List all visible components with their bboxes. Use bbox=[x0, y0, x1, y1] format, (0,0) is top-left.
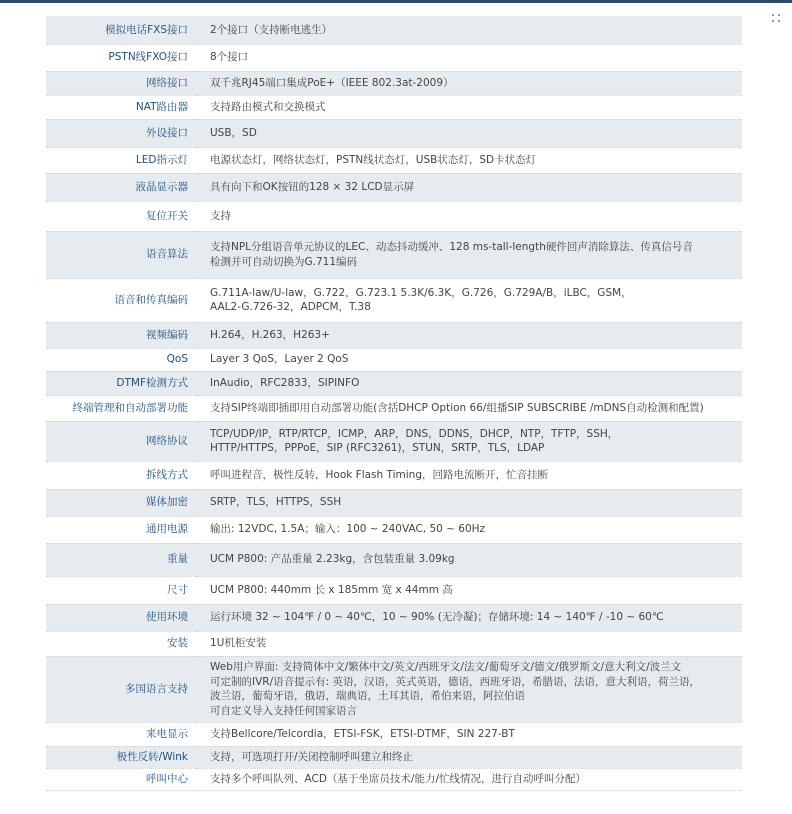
spec-label: 来电显示 bbox=[146, 727, 188, 740]
spec-label: 模拟电话FXS接口 bbox=[46, 16, 196, 44]
spec-label: LED指示灯 bbox=[135, 153, 188, 166]
spec-row bbox=[46, 371, 742, 395]
spec-row bbox=[46, 71, 742, 95]
spec-row bbox=[46, 421, 742, 461]
spec-row bbox=[46, 489, 742, 516]
spec-row bbox=[46, 631, 742, 656]
spec-label: 液晶显示器 bbox=[46, 173, 196, 201]
spec-label: 终端管理和自动部署功能 bbox=[72, 401, 188, 414]
spec-label: 语音算法 bbox=[46, 231, 196, 278]
spec-row bbox=[46, 746, 742, 768]
spec-row bbox=[46, 173, 742, 201]
spec-row bbox=[46, 768, 742, 790]
spec-value: 输出: 12VDC, 1.5A；输入：100 ~ 240VAC, 50 ~ 60Hz bbox=[210, 523, 486, 536]
spec-row bbox=[46, 201, 742, 231]
spec-label: 使用环境 bbox=[46, 604, 196, 631]
spec-value: TCP/UDP/IP，RTP/RTCP，ICMP，ARP，DNS，DDNS，DHCP，NTP，TFTP，SSH， HTTP/HTTPS，PPPoE，SIP (RFC3261)，STUN，SRTP，TLS，LDAP bbox=[196, 421, 742, 461]
spec-value: 支持 bbox=[210, 209, 231, 222]
spec-label: 呼叫中心 bbox=[146, 772, 188, 785]
spec-row bbox=[46, 576, 742, 604]
spec-label: 语音和传真编码 bbox=[114, 293, 188, 306]
spec-value: Layer 3 QoS，Layer 2 QoS bbox=[210, 353, 349, 366]
spec-value: 运行环境 32 ~ 104℉ / 0 ~ 40℃，10 ~ 90% (无冷凝)；存储环境: 14 ~ 140℉ / -10 ~ 60℃ bbox=[196, 604, 742, 631]
spec-value: 支持路由模式和交换模式 bbox=[210, 100, 326, 113]
spec-label: 拆线方式 bbox=[146, 468, 188, 481]
spec-table-body bbox=[46, 16, 742, 790]
spec-row bbox=[46, 656, 742, 722]
spec-value: USB，SD bbox=[196, 119, 742, 147]
spec-label: QoS bbox=[166, 353, 188, 366]
spec-label: 网络协议 bbox=[46, 421, 196, 461]
spec-row bbox=[46, 722, 742, 746]
spec-label: 安装 bbox=[167, 637, 188, 650]
spec-label: 复位开关 bbox=[146, 209, 188, 222]
spec-value: 电源状态灯，网络状态灯，PSTN线状态灯，USB状态灯，SD卡状态灯 bbox=[210, 153, 537, 166]
spec-label: 外设接口 bbox=[46, 119, 196, 147]
spec-row bbox=[46, 119, 742, 147]
spec-label: 媒体加密 bbox=[46, 489, 196, 516]
spec-value: G.711A-law/U-law，G.722，G.723.1 5.3K/6.3K，G.726，G.729A/B，iLBC，GSM， AAL2-G.726-32，ADPCM，T.38 bbox=[210, 286, 632, 313]
spec-value: 支持多个呼叫队列、ACD（基于坐席员技术/能力/忙线情况，进行自动呼叫分配） bbox=[210, 772, 586, 785]
spec-value: 具有向下和OK按钮的128 × 32 LCD显示屏 bbox=[196, 173, 742, 201]
spec-label: 重量 bbox=[46, 543, 196, 576]
spec-label: 通用电源 bbox=[146, 523, 188, 536]
spec-row bbox=[46, 95, 742, 119]
spec-row bbox=[46, 16, 742, 44]
spec-value: InAudio，RFC2833，SIPINFO bbox=[196, 371, 742, 395]
spec-value: 2个接口（支持断电逃生） bbox=[196, 16, 742, 44]
spec-label: 多国语言支持 bbox=[46, 656, 196, 722]
spec-label: 尺寸 bbox=[167, 583, 188, 596]
spec-value: 双千兆RJ45端口集成PoE+（IEEE 802.3at-2009） bbox=[196, 71, 742, 95]
spec-value: H.264，H.263，H263+ bbox=[196, 322, 742, 348]
spec-row bbox=[46, 516, 742, 543]
spec-value: UCM P800: 440mm 长 x 185mm 宽 x 44mm 高 bbox=[210, 583, 453, 596]
spec-row bbox=[46, 322, 742, 348]
spec-label: NAT路由器 bbox=[135, 100, 188, 113]
spec-row bbox=[46, 543, 742, 576]
spec-row bbox=[46, 278, 742, 322]
spec-value: SRTP，TLS，HTTPS，SSH bbox=[196, 489, 742, 516]
spec-value: UCM P800: 产品重量 2.23kg，含包装重量 3.09kg bbox=[196, 543, 742, 576]
top-border bbox=[0, 0, 792, 3]
spec-value: 支持SIP终端即插即用自动部署功能(含括DHCP Option 66/组播SIP SUBSCRIBE /mDNS自动检测和配置) bbox=[210, 401, 704, 414]
spec-row bbox=[46, 348, 742, 371]
spec-row bbox=[46, 395, 742, 421]
spec-value: 1U机柜安装 bbox=[210, 637, 267, 650]
spec-value: 8个接口 bbox=[210, 51, 249, 64]
spec-row bbox=[46, 147, 742, 173]
spec-label: 视频编码 bbox=[46, 322, 196, 348]
spec-value: Web用户界面: 支持简体中文/繁体中文/英文/西班牙文/法文/葡萄牙文/德文/俄罗斯文/意大利文/波兰文 可定制的IVR/语音提示有: 英语，汉语，英式英语，德语，西班牙语，希腊语，法语，意大利语，荷兰语， 波兰语，葡萄牙语，俄语，瑞典语，土耳其语，希伯来语，阿拉伯语 可自定义导入支持任何国家语言 bbox=[196, 656, 742, 722]
spec-row bbox=[46, 231, 742, 278]
spec-table bbox=[46, 16, 742, 791]
spec-label: 网络接口 bbox=[46, 71, 196, 95]
spec-value: 支持Bellcore/Telcordia，ETSI-FSK，ETSI-DTMF，SIN 227-BT bbox=[210, 727, 515, 740]
spec-value: 支持NPL分组语音单元协议的LEC、动态抖动缓冲、128 ms-tall-length硬件回声消除算法、传真信号音 检测并可自动切换为G.711编码 bbox=[196, 231, 742, 278]
spec-row bbox=[46, 44, 742, 71]
spec-row bbox=[46, 461, 742, 489]
spec-value: 呼叫进程音，极性反转，Hook Flash Timing，回路电流断开，忙音挂断 bbox=[210, 468, 548, 481]
spec-label: PSTN线FXO接口 bbox=[108, 51, 188, 64]
corner-mark-icon bbox=[772, 14, 780, 22]
spec-label: DTMF检测方式 bbox=[46, 371, 196, 395]
spec-label: 极性反转/Wink bbox=[46, 746, 196, 768]
spec-value: 支持，可选项打开/关闭控制呼叫建立和终止 bbox=[196, 746, 742, 768]
spec-row bbox=[46, 604, 742, 631]
